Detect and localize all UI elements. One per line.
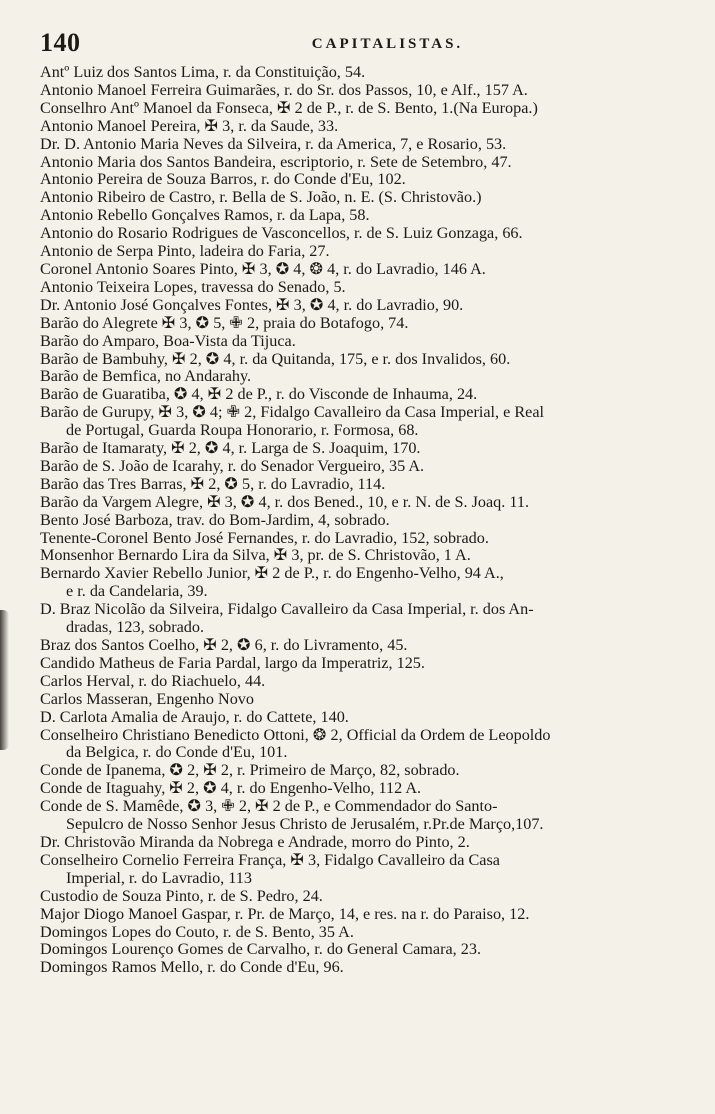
directory-entry: Antonio de Serpa Pinto, ladeira do Faria, 27. — [40, 243, 330, 261]
directory-entry: Barão de Guaratiba, ✪ 4, ✠ 2 de P., r. do Visconde de Inhauma, 24. — [40, 386, 478, 404]
directory-entry: Bernardo Xavier Rebello Junior, ✠ 2 de P., r. do Engenho-Velho, 94 A., — [40, 565, 504, 583]
directory-entry: Antonio Rebello Gonçalves Ramos, r. da Lapa, 58. — [40, 207, 370, 225]
directory-entry: Antonio Teixeira Lopes, travessa do Senado, 5. — [40, 278, 346, 296]
directory-entry: Candido Matheus de Faria Pardal, largo da Imperatriz, 125. — [40, 654, 425, 672]
entry-continuation-line: e r. da Candelaria, 39. — [66, 583, 208, 601]
directory-entry: Monsenhor Bernardo Lira da Silva, ✠ 3, pr. de S. Christovão, 1 A. — [40, 547, 471, 565]
directory-entry: Bento José Barboza, trav. do Bom-Jardim, 4, sobrado. — [40, 511, 390, 529]
directory-entry: Dr. Antonio José Gonçalves Fontes, ✠ 3, ✪ 4, r. do Lavradio, 90. — [40, 296, 464, 314]
directory-entry: Barão das Tres Barras, ✠ 2, ✪ 5, r. do Lavradio, 114. — [40, 475, 386, 493]
directory-entry: Barão de Gurupy, ✠ 3, ✪ 4; ✙ 2, Fidalgo Cavalleiro da Casa Imperial, e Real — [40, 404, 545, 422]
directory-entry: Barão da Vargem Alegre, ✠ 3, ✪ 4, r. dos Bened., 10, e r. N. de S. Joaq. 11. — [40, 493, 529, 511]
directory-entry: Dr. D. Antonio Maria Neves da Silveira, r. da America, 7, e Rosario, 53. — [40, 135, 507, 153]
entry-continuation-line: Sepulcro de Nosso Senhor Jesus Christo de Jerusalém, r.Pr.de Março,107. — [66, 816, 544, 834]
directory-entry: Barão do Amparo, Boa-Vista da Tijuca. — [40, 332, 296, 350]
directory-entry: Antonio Manoel Ferreira Guimarães, r. do Sr. dos Passos, 10, e Alf., 157 A. — [40, 81, 528, 99]
directory-entry: Custodio de Souza Pinto, r. de S. Pedro, 24. — [40, 887, 323, 905]
binding-shadow — [0, 610, 9, 750]
directory-entry: Barão de Bambuhy, ✠ 2, ✪ 4, r. da Quitanda, 175, e r. dos Invalidos, 60. — [40, 350, 511, 368]
directory-entry: Barão de Itamaraty, ✠ 2, ✪ 4, r. Larga de S. Joaquim, 170. — [40, 440, 421, 458]
directory-entries — [40, 64, 697, 977]
directory-entry: Domingos Lopes do Couto, r. de S. Bento, 35 A. — [40, 923, 354, 941]
directory-entry: Domingos Ramos Mello, r. do Conde d'Eu, 96. — [40, 959, 344, 977]
entry-continuation-line: dradas, 123, sobrado. — [66, 619, 205, 637]
directory-entry: Coronel Antonio Soares Pinto, ✠ 3, ✪ 4, ❂ 4, r. do Lavradio, 146 A. — [40, 260, 486, 278]
directory-entry: D. Braz Nicolão da Silveira, Fidalgo Cavalleiro da Casa Imperial, r. dos An- — [40, 601, 534, 619]
directory-entry: Antonio Pereira de Souza Barros, r. do Conde d'Eu, 102. — [40, 171, 406, 189]
directory-entry: Barão do Alegrete ✠ 3, ✪ 5, ✙ 2, praia do Botafogo, 74. — [40, 314, 409, 332]
directory-entry: Major Diogo Manoel Gaspar, r. Pr. de Março, 14, e res. na r. do Paraiso, 12. — [40, 905, 530, 923]
directory-entry: Carlos Herval, r. do Riachuelo, 44. — [40, 672, 266, 690]
directory-entry: Antonio Maria dos Santos Bandeira, escriptorio, r. Sete de Setembro, 47. — [40, 153, 512, 171]
directory-entry: Dr. Christovão Miranda da Nobrega e Andrade, morro do Pinto, 2. — [40, 833, 470, 851]
directory-entry: Conselhro Antº Manoel da Fonseca, ✠ 2 de P., r. de S. Bento, 1.(Na Europa.) — [40, 99, 538, 117]
directory-entry: Antonio do Rosario Rodrigues de Vasconcellos, r. de S. Luiz Gonzaga, 66. — [40, 225, 523, 243]
directory-entry: Domingos Lourenço Gomes de Carvalho, r. do General Camara, 23. — [40, 941, 481, 959]
directory-entry: Conde de Ipanema, ✪ 2, ✠ 2, r. Primeiro de Março, 82, sobrado. — [40, 762, 460, 780]
directory-entry: Conselheiro Christiano Benedicto Ottoni, ❂ 2, Official da Ordem de Leopoldo — [40, 726, 551, 744]
directory-entry: Antº Luiz dos Santos Lima, r. da Constituição, 54. — [40, 64, 366, 81]
directory-entry: Tenente-Coronel Bento José Fernandes, r. do Lavradio, 152, sobrado. — [40, 529, 489, 547]
page-number: 140 — [40, 28, 81, 57]
directory-entry: Barão de S. João de Icarahy, r. do Senador Vergueiro, 35 A. — [40, 457, 425, 475]
directory-entry: Carlos Masseran, Engenho Novo — [40, 690, 254, 708]
page-header — [40, 28, 695, 62]
entry-continuation-line: da Belgica, r. do Conde d'Eu, 101. — [66, 744, 288, 762]
entry-continuation-line: Imperial, r. do Lavradio, 113 — [66, 869, 252, 887]
directory-entry: Braz dos Santos Coelho, ✠ 2, ✪ 6, r. do Livramento, 45. — [40, 637, 408, 654]
directory-entry: Antonio Manoel Pereira, ✠ 3, r. da Saude, 33. — [40, 117, 339, 135]
directory-entry: Antonio Ribeiro de Castro, r. Bella de S. João, n. E. (S. Christovão.) — [40, 189, 482, 207]
entry-continuation-line: de Portugal, Guarda Roupa Honorario, r. Formosa, 68. — [66, 422, 419, 440]
directory-entry: Conselheiro Cornelio Ferreira França, ✠ 3, Fidalgo Cavalleiro da Casa — [40, 851, 500, 869]
directory-entry: Barão de Bemfica, no Andarahy. — [40, 368, 252, 386]
directory-entry: Conde de Itaguahy, ✠ 2, ✪ 4, r. do Engenho-Velho, 112 A. — [40, 780, 422, 798]
directory-entry: Conde de S. Mamêde, ✪ 3, ✙ 2, ✠ 2 de P., e Commendador do Santo- — [40, 798, 498, 816]
directory-entry: D. Carlota Amalia de Araujo, r. do Cattete, 140. — [40, 708, 349, 726]
running-title: CAPITALISTAS. — [311, 36, 464, 52]
